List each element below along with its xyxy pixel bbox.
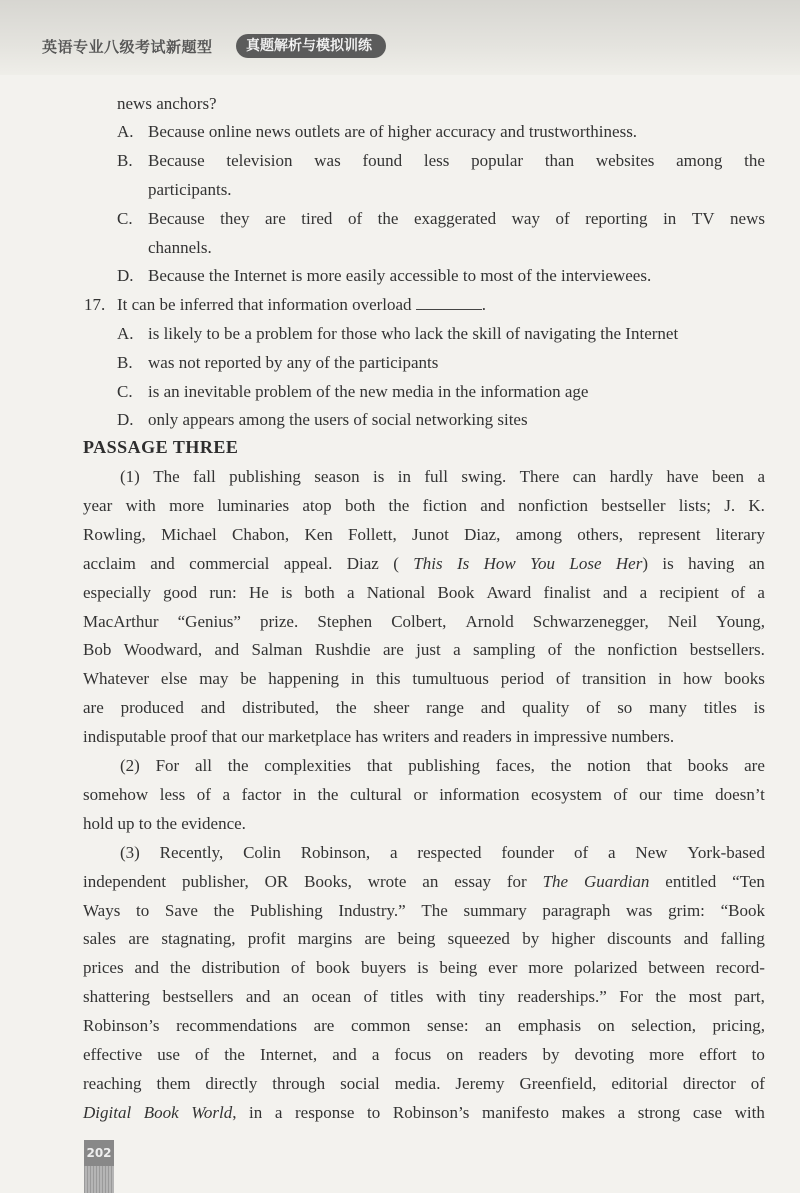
q16-option-a-text: Because online news outlets are of higher accuracy and trustworthiness. <box>148 122 638 141</box>
word: reporting <box>585 209 648 228</box>
q17-stem-before: It can be inferred that information overload <box>117 295 412 314</box>
word: TV <box>691 209 715 228</box>
answer-blank <box>416 291 482 310</box>
passage-line: (1) The fall publishing season is in full swing. There can hardly have been a <box>120 467 765 486</box>
word: was <box>314 151 341 170</box>
book-title: 英语专业八级考试新题型 <box>42 38 213 56</box>
passage-line: reaching them directly through social media. Jeremy Greenfield, editorial director of <box>83 1073 765 1093</box>
q17-option-c-text: is an inevitable problem of the new media in the information age <box>148 382 589 401</box>
word: tired <box>301 209 333 228</box>
passage-line: independent publisher, OR Books, wrote an essay for The Guardian entitled “Ten <box>83 871 765 891</box>
q17-stem <box>117 291 486 320</box>
word: news <box>730 209 765 228</box>
q17-number: 17. <box>84 295 106 314</box>
word: of <box>347 209 363 228</box>
book-subtitle-badge: 真题解析与模拟训练 <box>236 34 386 58</box>
passage-line: hold up to the evidence. <box>83 813 246 833</box>
word: websites <box>595 151 655 170</box>
q16-option-b-label: B. <box>117 151 133 170</box>
word: the <box>377 209 399 228</box>
word: exaggerated <box>413 209 497 228</box>
passage-line: MacArthur “Genius” prize. Stephen Colbert, Arnold Schwarzenegger, Neil Young, <box>83 611 765 631</box>
q17-option-a-text: is likely to be a problem for those who lack the skill of navigating the Internet <box>148 324 679 343</box>
passage-line: Bob Woodward, and Salman Rushdie are just a sampling of the nonfiction bestsellers. <box>83 640 765 660</box>
word: the <box>744 151 765 170</box>
passage-line: Whatever else may be happening in this tumultuous period of transition in how books <box>83 669 765 689</box>
q17-option-d-label: D. <box>117 410 134 429</box>
q16-option-a-label: A. <box>117 122 134 141</box>
q17-option-b-text: was not reported by any of the participants <box>148 353 439 372</box>
passage-line: are produced and distributed, the sheer range and quality of so many titles is <box>83 698 765 718</box>
q16-option-b-line1 <box>148 147 765 176</box>
q17-stem-after: . <box>481 295 487 314</box>
word: Because <box>148 209 205 228</box>
q16-option-c-line1 <box>148 205 765 234</box>
passage-line: sales are stagnating, profit margins are being squeezed by higher discounts and falling <box>83 929 765 949</box>
word: of <box>555 209 570 228</box>
word: Because <box>148 151 205 170</box>
word: found <box>362 151 403 170</box>
word: are <box>264 209 286 228</box>
word: popular <box>471 151 524 170</box>
passage-line: acclaim and commercial appeal. Diaz ( This Is How You Lose Her) is having an <box>83 553 765 573</box>
passage-line: Rowling, Michael Chabon, Ken Follett, Junot Diaz, among others, represent literary <box>83 524 765 544</box>
word: less <box>423 151 450 170</box>
q16-option-d-label: D. <box>117 266 134 285</box>
q16-option-b-line2: participants. <box>148 180 232 199</box>
passage-line: Robinson’s recommendations are common sense: an emphasis on selection, pricing, <box>83 1016 765 1036</box>
q17-option-b-label: B. <box>117 353 133 372</box>
q16-option-c-line2: channels. <box>148 238 212 257</box>
page-edge-strip <box>84 1166 114 1193</box>
word: among <box>676 151 723 170</box>
q16-option-c-label: C. <box>117 209 133 228</box>
word: than <box>544 151 575 170</box>
word: way <box>511 209 540 228</box>
passage-line: year with more luminaries atop both the fiction and nonfiction bestseller lists; J. K. <box>83 495 765 515</box>
q17-option-c-label: C. <box>117 382 133 401</box>
passage-line: especially good run: He is both a National Book Award finalist and a recipient of a <box>83 582 765 602</box>
passage-line: Digital Book World, in a response to Robinson’s manifesto makes a strong case with <box>83 1102 765 1122</box>
passage-line: somehow less of a factor in the cultural or information ecosystem of our time doesn’t <box>83 784 765 804</box>
passage-line: indisputable proof that our marketplace has writers and readers in impressive numbers. <box>83 727 675 747</box>
q17-option-d-text: only appears among the users of social networking sites <box>148 410 528 429</box>
passage-line: Ways to Save the Publishing Industry.” The summary paragraph was grim: “Book <box>83 900 765 920</box>
question-16-stem-tail: news anchors? <box>117 94 217 113</box>
passage-line: effective use of the Internet, and a focus on readers by devoting more effort to <box>83 1045 765 1064</box>
q16-option-d-text: Because the Internet is more easily accessible to most of the interviewees. <box>148 266 652 285</box>
passage-line: (3) Recently, Colin Robinson, a respected founder of a New York-based <box>120 842 765 862</box>
word: they <box>220 209 250 228</box>
word: in <box>663 209 677 228</box>
word: television <box>226 151 293 170</box>
page-number: 202 <box>84 1140 114 1166</box>
q17-option-a-label: A. <box>117 324 134 343</box>
passage-line: prices and the distribution of book buyers is being ever more polarized between record- <box>83 958 765 978</box>
passage-line: shattering bestsellers and an ocean of titles with tiny readerships.” For the most part, <box>83 987 765 1007</box>
passage-heading: PASSAGE THREE <box>83 437 239 457</box>
passage-line: (2) For all the complexities that publishing faces, the notion that books are <box>120 756 765 775</box>
